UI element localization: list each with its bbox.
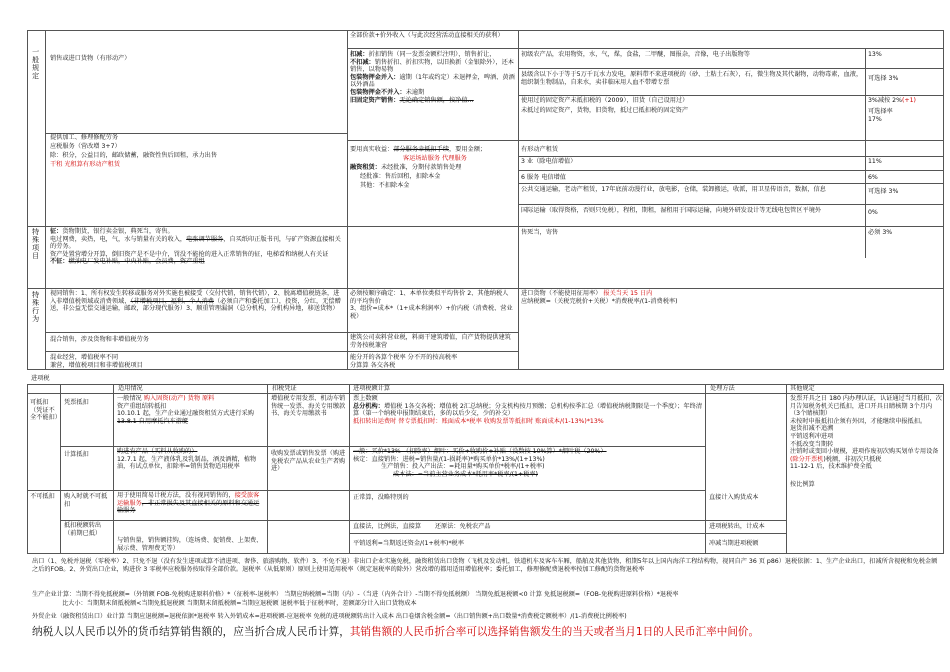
general-label: 一般规定 [31, 48, 40, 80]
r2-label: 计算抵扣 [64, 451, 89, 458]
r2-c: 一般：买价*13% （扣除率）烟叶：买价+收购价+补贴（没数按 10%算）*烟叶税（20%） 核定：直接销售：进税=销售量/(1-损耗率)*购买单价*13%/(1+13%) 生产销售：投入产出法：=耗用量*购买单价*税率/(1+税率) 成本法：=当前主营业务成本*耗用率*税率/(1+税率) [353, 448, 607, 478]
service-1: 提供加工、修理修配劳务 [50, 134, 119, 141]
behavior-b1: 视同销售：1、所有权发生转移或服务对外实施也被接受（交付代销，销售代销），2、脱离增值税链条，进入非增值税领域或消费领域，（非增税项目、福利、个人消费（必须自产和委托加工），投资，分红，无偿赠送，非公益无偿交通运输，邮政，部分现代服务）3、顺重管理漏洞（总分机构，分机构异地，移送货物） [50, 290, 341, 313]
export-l3: 比大小：当期期末留抵税额<当期免抵退税额 当期期末留抵税额=当期应退税额 退税率低于征税率时，差额部分计入出口货物成本 [62, 600, 417, 607]
mix-2: 建筑公司卖料营业税，料商干建筑增值，自产货物提供建筑劳务按税兼营 [350, 334, 511, 349]
rate-item-3: 未抵过的固定资产，货物，旧货物，抵过已抵扣税的固定资产 [521, 107, 689, 114]
part-1: 混业经营，增值税率不同 [50, 354, 119, 361]
export-l4: 外贸企业（融资租赁出口）业计算 当期应退税额=退税依据*退税率 转入外销成本=进项税额-应退税率 免税的进项税额转出计入成本 出口卷烟含税金额=（出口销售额+出口数量*消费税定额税率）/(1-消费税比例税率) [32, 613, 627, 620]
rate-item-0: 初级农产品，农用物资，水，气，煤，食盐，二甲醚，图报杂，音像，电子出版物等 [521, 51, 750, 58]
lease-2: 经批准：售后回租，扣除本金 [360, 173, 441, 180]
r3-c: 正常算，没略特别的 [353, 494, 409, 501]
behavior-b2: 必须按顺序确定：1、本单位类似平均售价 2、其他纳税人的平均售价 3、组价=成本*（1+成本利润率）+价内税（消费税、营业税） [350, 290, 513, 320]
special-label: 特殊项目 [31, 228, 40, 260]
r4-d2: 冲减当期进项税额 [709, 540, 759, 547]
mix-1: 混合销售，涉及货物和非增值税劳务 [50, 336, 149, 343]
service-2: 应税服务（营改增 3+7） [50, 143, 121, 150]
r1-c: 票上数额 总分机构：增值税 1各交各税；增值税 2汇总纳税；分支机构按月预缴；总机构按季汇总（增值税纳税期限是一个季度）；年终清算（第一个纳税申报期结束后，多的以后少交，少的补交） 抵扣转出运费时 替专票抵扣时：账面成本*税率 收购发票等抵扣时 账面成本/(1-13%)*13% [353, 395, 703, 425]
part-4: 分算算 各交各税 [350, 362, 396, 369]
hdr-2: 适用情况 [118, 385, 143, 392]
pack-in-title: 包装物押金并入： [350, 73, 400, 81]
svc-rate-3-rate: 可选择 3% [868, 188, 899, 195]
deduct-title: 扣减： [350, 51, 369, 58]
r1-a: 一般情况 购入固资(动产) 货物 原料 资产重组结转抵扣 10.10.1 起，生产企业通过融资租赁方式进行采购 13.8.1 自用摩托汽车游艇 [117, 395, 254, 425]
receivable: 要用真实收益：部分服务幸抵扣手续，要用金额； [350, 146, 487, 153]
r3-d: 直接计入购货成本 [709, 494, 759, 501]
no-deduct-text: 销售折扣、折扣实物，以旧换新（金银除外），还本销售，以物易物 [350, 58, 514, 74]
pack-in-text: 逾期（1年或约定）未退押金，啤酒、黄酒以外酒品 [350, 73, 515, 89]
svc-rate-4: 国际运输（取得资格，否则只免税），程租，期租，湿租用于国际运输，向境外研发设计等无线电包管区平境外 [521, 207, 822, 214]
r3-a: 用于使用简易计税方法，没有视同销售的，接受旅客运输服务，非正常损失及其直接相关的原料和交通运输服务 [117, 492, 260, 515]
r4-d1: 进项税转出，计成本 [709, 523, 765, 530]
left-b: 不可抵扣 [30, 493, 55, 500]
rate-item-1-rate: 可选择 3% [868, 75, 899, 82]
svc-rate-1: 3 业（除电信增值） [521, 158, 577, 165]
sale-rent: 售死当，寄售 [521, 229, 559, 236]
part-3: 能分开的各算个税率 分不开的按高税率 [350, 354, 458, 361]
hdr-5: 处理方法 [710, 385, 735, 392]
export-l5: 纳税人以人民币以外的货币结算销售额的，应当折合成人民币计算，其销售额的人民币折合率可以选择销售额发生的当天或者当月1日的人民币汇率中间价。 [32, 626, 760, 638]
old-asset-title: 旧固定资产销售： [350, 96, 400, 104]
rate-item-2-rate: 3%减按 2%(+1) [868, 97, 916, 104]
hdr-6: 其他规定 [790, 385, 815, 392]
hdr-3: 扣税凭证 [272, 385, 297, 392]
top-cell-c1: 全部价款+价外收入（与此次经营活动直接相关的获利） [350, 32, 504, 39]
general-sales: 销售或进口货物（有形动产） [50, 55, 131, 62]
svc-rate-2: 6 服务 电信增值 [521, 174, 566, 181]
lease: 融资租赁：未经批准，分期付款销售处理 [350, 164, 462, 171]
pack-out-text: 未逾期 [405, 88, 425, 96]
behavior-b3: 进口货物（不能使用征用率） 报关当天 15 日内 应纳税额=（关税完税价+关税）*消费税率/(1-消费税率) [521, 290, 678, 305]
svc-rate-3: 公共交通运输，老动产租赁，17年底前动漫行业，放电影，仓储，装卸搬运，收派，用卫星传语音，数据，信息 [521, 186, 826, 193]
service-red: 干租 光租算有形动产租赁 [50, 161, 121, 168]
r2-a: 购进农产品（买料从收购的） 12.7.1 起，生产液体乳及乳制品，酒及酒精，植物油，有试点单位，扣除率=销售货物适用税率 [117, 448, 257, 471]
hdr-4: 进项税额计算 [353, 385, 391, 392]
rate-item-3-rate: 可选择率 17% [868, 108, 893, 123]
input-tax-section: 进项税 [31, 375, 50, 382]
export-l1: 出口（1、免税并退税（零税率）2、只免不退（没有发生进项或算不清进项、奢侈、旅游购物、软件）3、不免不退）非出口企业实施免税，融资租赁出口货物（飞机及发动机，铁道机车及客车车厢，船舶及其他货物，租期5年以上国内海洋工程结构物，视同自产 36 页 p86）退税依据：1、生产企业出口，扣减所含视税和免税金额之后的FOB。2、外贸出口企业，购进价 3 零税率应税服务按取得全部价款。退税率（从低原则）原则上使用适用税率（规定退税率的除外）营改增的都用适用增值税率；委托加工，修理修配费退税率按加工修配的货物退税率 [32, 558, 938, 573]
old-asset-text: 无论确定销售额，按净值… [399, 96, 474, 104]
r1-label: 凭票抵扣 [64, 399, 89, 406]
deduct-text: 折扣销售（同一发票金额栏注明），销售折让， [368, 51, 496, 58]
rate-item-1: 县级含以下小于等于5万千瓦水力发电，原料带不来进项税的（砂、土粘土石灰），石，微生物及其代谢物，动物毒素，血液，组织制生物制品，自来水，卖非临床用人血不带增专票 [521, 71, 863, 86]
export-l2: 生产企业计算：当期不得免抵税额=（外销额 FOB-免税购进原料价格）*（征税率-退税率） 当期应纳税额=当期（内）-（当进（内外合计）-当期不得免抵税额） 当期免抵退税额<0 计算 免抵退税额=（FOB-免税购进原料价格）*退税率 [32, 591, 679, 598]
r2-b: 收购发票或销售发票（购进免税农产品从农业生产者购进） [271, 450, 346, 473]
rate-item-2: 使用过的固定资产未抵扣税的（2009），旧货（自己设用过） [521, 97, 689, 104]
no-deduct-title: 不扣减： [350, 58, 375, 66]
svc-rate-0: 有形动产租赁 [521, 146, 559, 153]
pack-out-title: 包装物押金不并入： [350, 88, 406, 96]
deduct-block [348, 50, 518, 140]
sale-rent-rate: 必须 3% [868, 229, 893, 236]
r4-a: 与销售量，销售额挂钩，（连场费、促销费、上架费、展示费、管理费无等） [117, 537, 263, 552]
svc-rate-1-rate: 11% [868, 158, 882, 165]
rate-item-0-rate: 13% [868, 51, 882, 58]
special-p1: 征：货物期货，银行卖金银，典死当，寄售。 电过网费，卖热，电，气，水与销量有关的收入，电张调节服务，自买纸印正版书刊，与矿产资源直接相关的劳务。 资产处置营增分开算，倒旧资产是不是中介，罚没不能抢的进入正常销售的征，电梯看和纳税人有关证 不征：燃油电厂发电补贴，中央补贴，会员费，资产重组 [50, 228, 341, 266]
r4-c: 直接法，比例法，直接算 还原法：免税农产品 [353, 523, 491, 530]
other-rules: 发票开具之日 180 内办理认证，认证通过当月抵扣，次月告知税务机关已抵扣，进口开具日睛核期 3个月内（3个睛核期） 未按时申报抵扣企须有外因，才能继续申报抵扣。 退货扣减不追溯 平销返利冲进项 不抵改变当期转 注销时或变回小规模，进项作废初次购买划单专用设备(除分开票机)税额，非初次只抵税 11-12-1 后，技术维护费全抵 按比例算 [790, 395, 942, 488]
svc-rate-4-rate: 0% [868, 209, 878, 216]
r4-label: 抵扣税额转出（前期已抵） [64, 522, 102, 537]
svc-rate-2-rate: 6% [868, 174, 878, 181]
r3-label: 购入时就不可抵扣 [64, 493, 108, 508]
service-3: 除：积分，公益目的，邮政储蓄，融资性售后回租，承力出售 [50, 152, 218, 159]
r4-c3: 平销返利=当期返还资金/(1+税率)*税率 [353, 540, 464, 547]
lease-3: 其他：不扣除本金 [360, 182, 410, 189]
left-a: 可抵扣（凭证不全不能扣） [30, 399, 61, 422]
behavior-label: 特殊行为 [31, 291, 40, 323]
receivable-red: 客运场站服务 代理服务 [403, 155, 467, 162]
r1-b: 增值税专用发票、机动车销售统一发票、海关专用缴款书、海关专用缴款书 [271, 395, 346, 418]
part-2: 兼营，增值税项目和非增值税项目 [50, 362, 143, 369]
